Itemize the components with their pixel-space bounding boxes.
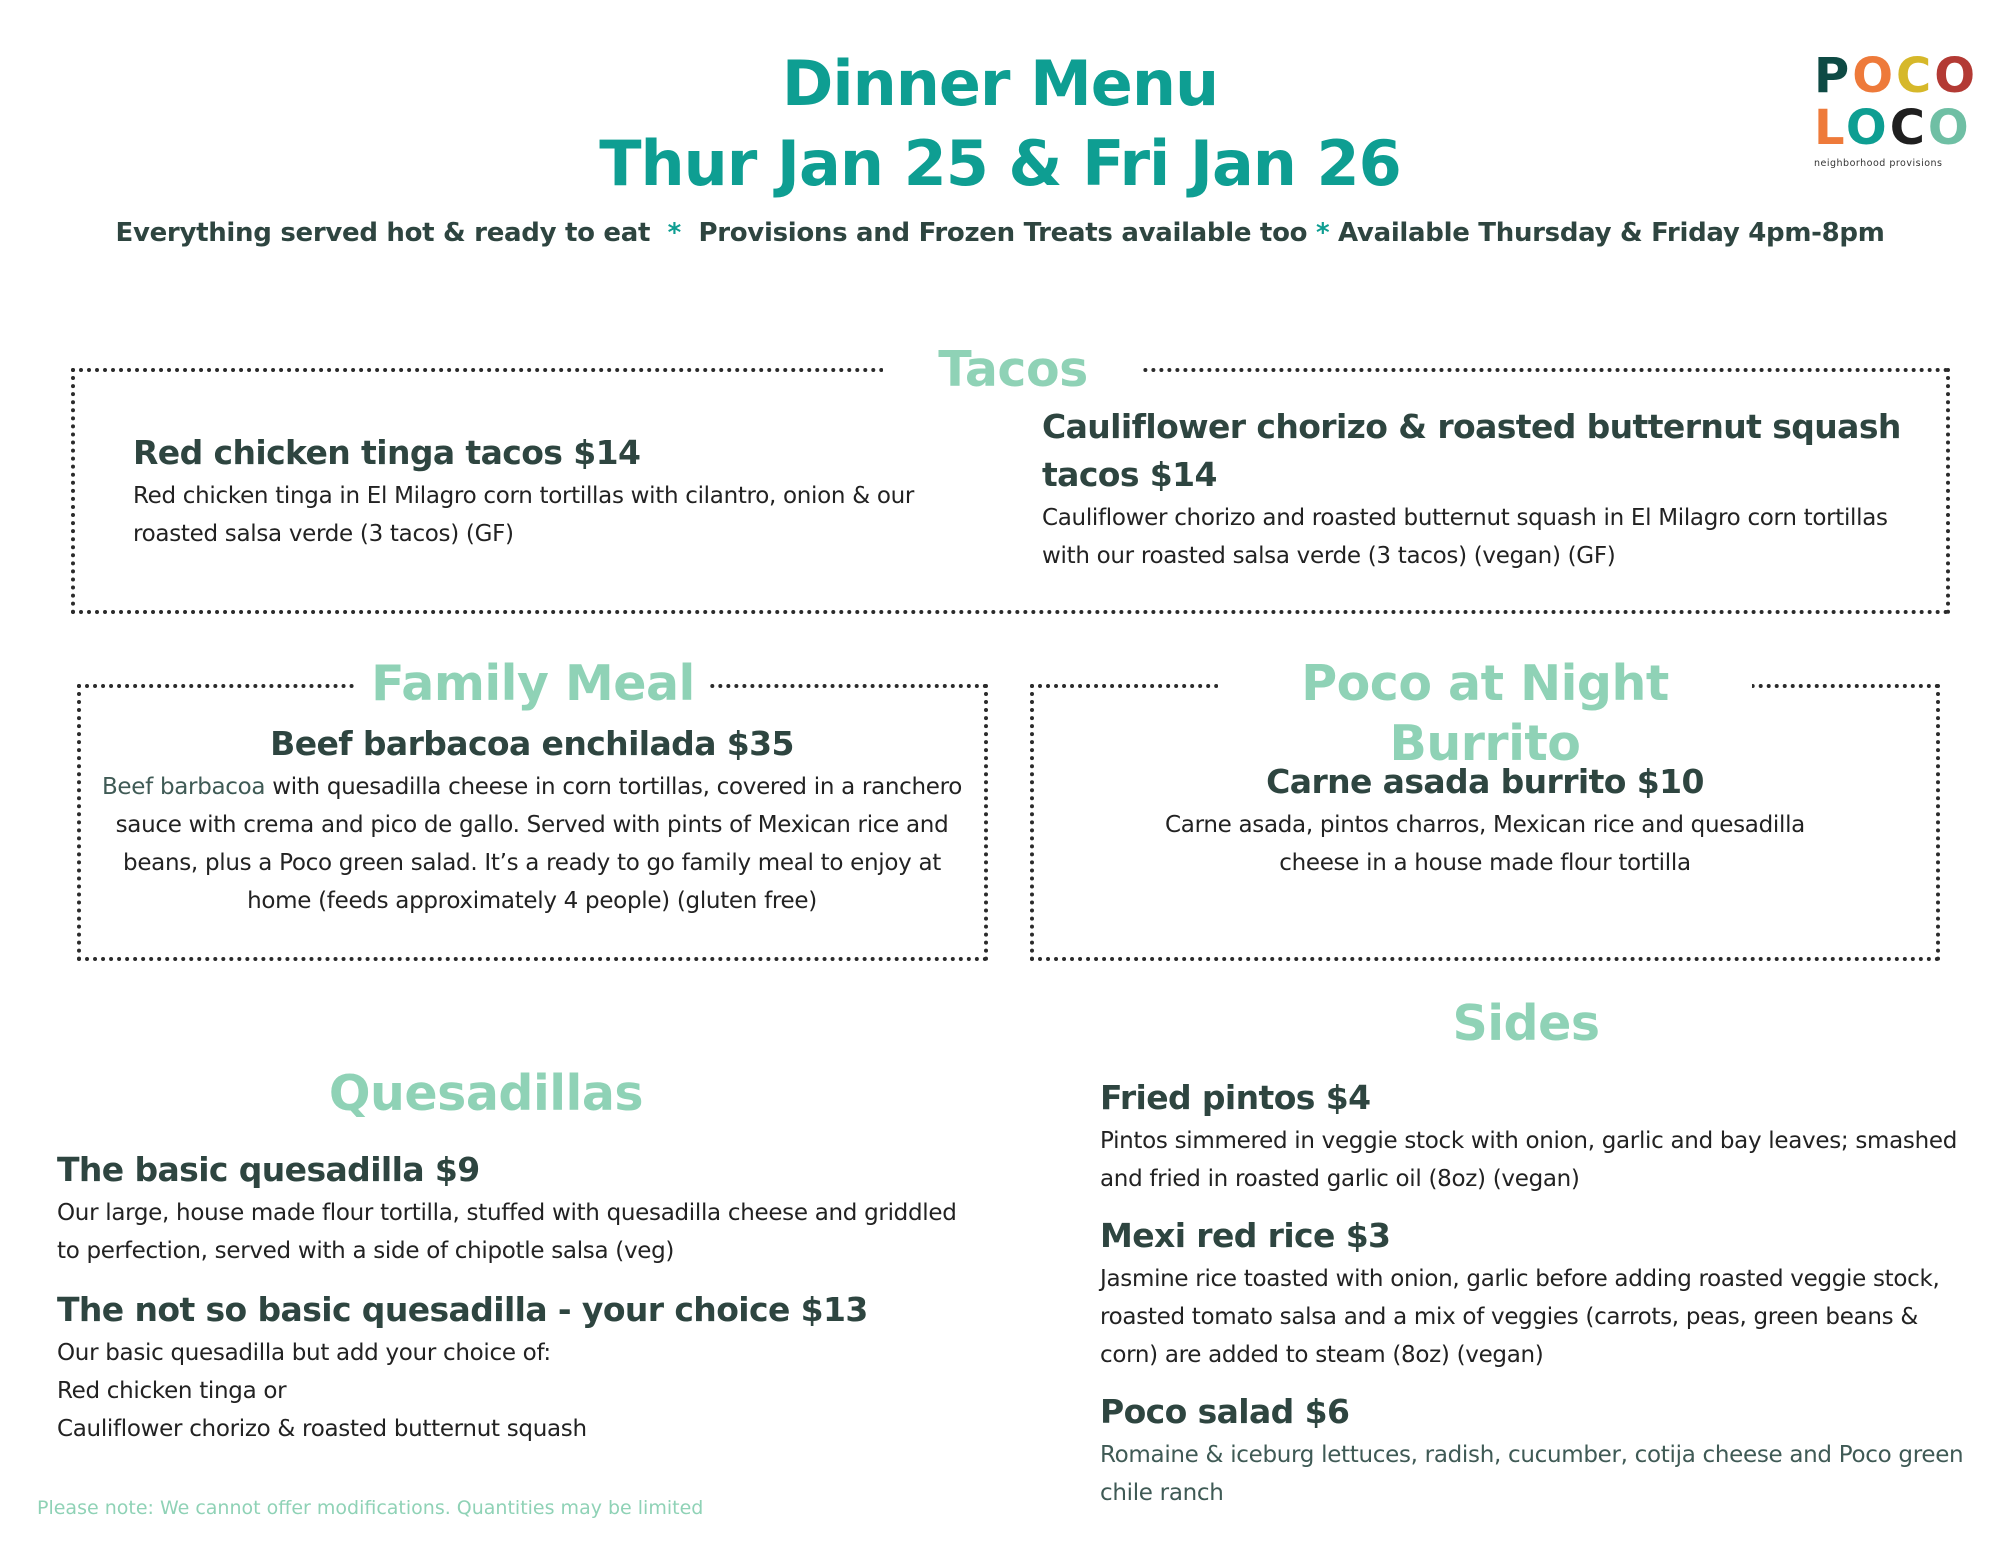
item-desc: Our large, house made flour tortilla, stuffed with quesadilla cheese and griddled to perfection, served with a side of chipotle salsa (veg) — [57, 1200, 957, 1264]
side-item-pintos — [1100, 1074, 1980, 1198]
logo-letter: C — [1896, 48, 1935, 104]
logo-letter: L — [1814, 100, 1846, 156]
tagline-serving: Everything served hot & ready to eat — [115, 218, 651, 248]
family-meal-item — [92, 720, 972, 920]
menu-dates: Thur Jan 25 & Fri Jan 26 — [599, 127, 1401, 200]
poco-loco-logo — [1814, 50, 1994, 169]
tagline — [0, 218, 2000, 248]
burrito-heading: Poco at Night Burrito — [1218, 654, 1752, 774]
tagline-hours: Available Thursday & Friday 4pm-8pm — [1338, 218, 1885, 248]
item-desc: Romaine & iceburg lettuces, radish, cucumber, cotija cheese and Poco green chile ranch — [1100, 1442, 1964, 1506]
item-desc: Red chicken tinga in El Milagro corn tortillas with cilantro, onion & our roasted salsa verde (3 tacos) (GF) — [133, 483, 915, 547]
side-item-rice — [1100, 1212, 1980, 1374]
item-desc — [92, 768, 972, 920]
item-title: Carne asada burrito $10 — [1266, 762, 1704, 801]
item-title: The basic quesadilla $9 — [57, 1150, 480, 1189]
sides-heading: Sides — [1386, 994, 1666, 1054]
logo-row-poco — [1814, 50, 1994, 102]
quesadilla-basic — [57, 1146, 957, 1270]
item-desc-line: Cauliflower chorizo & roasted butternut squash — [57, 1416, 587, 1442]
logo-row-loco — [1814, 102, 1994, 154]
logo-letter: O — [1852, 48, 1896, 104]
logo-letter: O — [1845, 100, 1890, 156]
item-title: Red chicken tinga tacos $14 — [133, 433, 641, 472]
item-title: Mexi red rice $3 — [1100, 1216, 1391, 1255]
modifications-note: Please note: We cannot offer modifications. Quantities may be limited — [37, 1497, 704, 1519]
quesadilla-not-so-basic — [57, 1286, 957, 1448]
burrito-item — [1140, 758, 1830, 882]
logo-letter: O — [1934, 48, 1979, 104]
quesadillas-heading: Quesadillas — [306, 1064, 666, 1124]
item-desc: Carne asada, pintos charros, Mexican rice and quesadilla cheese in a house made flour tortilla — [1165, 812, 1805, 876]
tagline-star-2: * — [1315, 218, 1330, 248]
taco-item-cauliflower — [1042, 403, 1902, 575]
item-title: Cauliflower chorizo & roasted butternut squash tacos $14 — [1042, 407, 1901, 494]
item-desc-line: Our basic quesadilla but add your choice of: — [57, 1340, 551, 1366]
item-desc-line: Red chicken tinga or — [57, 1378, 287, 1404]
taco-item-chicken — [133, 429, 973, 553]
desc-rest: with quesadilla cheese in corn tortillas, covered in a ranchero sauce with crema and pico de gallo. Served with pints of Mexican rice and beans, plus a Poco green salad. It’s a ready to go family meal to enjoy at home (feeds approximately 4 people) (gluten free) — [115, 774, 963, 914]
desc-highlight: Beef barbacoa — [101, 774, 266, 800]
item-title: Fried pintos $4 — [1100, 1078, 1371, 1117]
logo-letter: P — [1814, 48, 1853, 104]
item-desc: Pintos simmered in veggie stock with onion, garlic and bay leaves; smashed and fried in roasted garlic oil (8oz) (vegan) — [1100, 1128, 1958, 1192]
logo-letter: C — [1889, 100, 1928, 156]
tagline-star-1: * — [667, 218, 681, 248]
logo-letter: O — [1927, 100, 1972, 156]
tacos-heading: Tacos — [883, 340, 1143, 400]
item-desc: Cauliflower chorizo and roasted butternut squash in El Milagro corn tortillas with our roasted salsa verde (3 tacos) (vegan) (GF) — [1042, 505, 1888, 569]
tagline-provisions: Provisions and Frozen Treats available too — [698, 218, 1308, 248]
item-desc: Jasmine rice toasted with onion, garlic before adding roasted veggie stock, roasted tomato salsa and a mix of veggies (carrots, peas, green beans & corn) are added to steam (8oz) (vegan) — [1100, 1266, 1940, 1368]
menu-title: Dinner Menu — [781, 47, 1219, 120]
logo-subtitle: neighborhood provisions — [1814, 158, 1943, 169]
item-title: Beef barbacoa enchilada $35 — [270, 724, 794, 763]
item-title: Poco salad $6 — [1100, 1392, 1350, 1431]
side-item-salad — [1100, 1388, 1980, 1512]
item-title: The not so basic quesadilla - your choice $13 — [57, 1290, 868, 1329]
family-meal-heading: Family Meal — [357, 654, 709, 714]
